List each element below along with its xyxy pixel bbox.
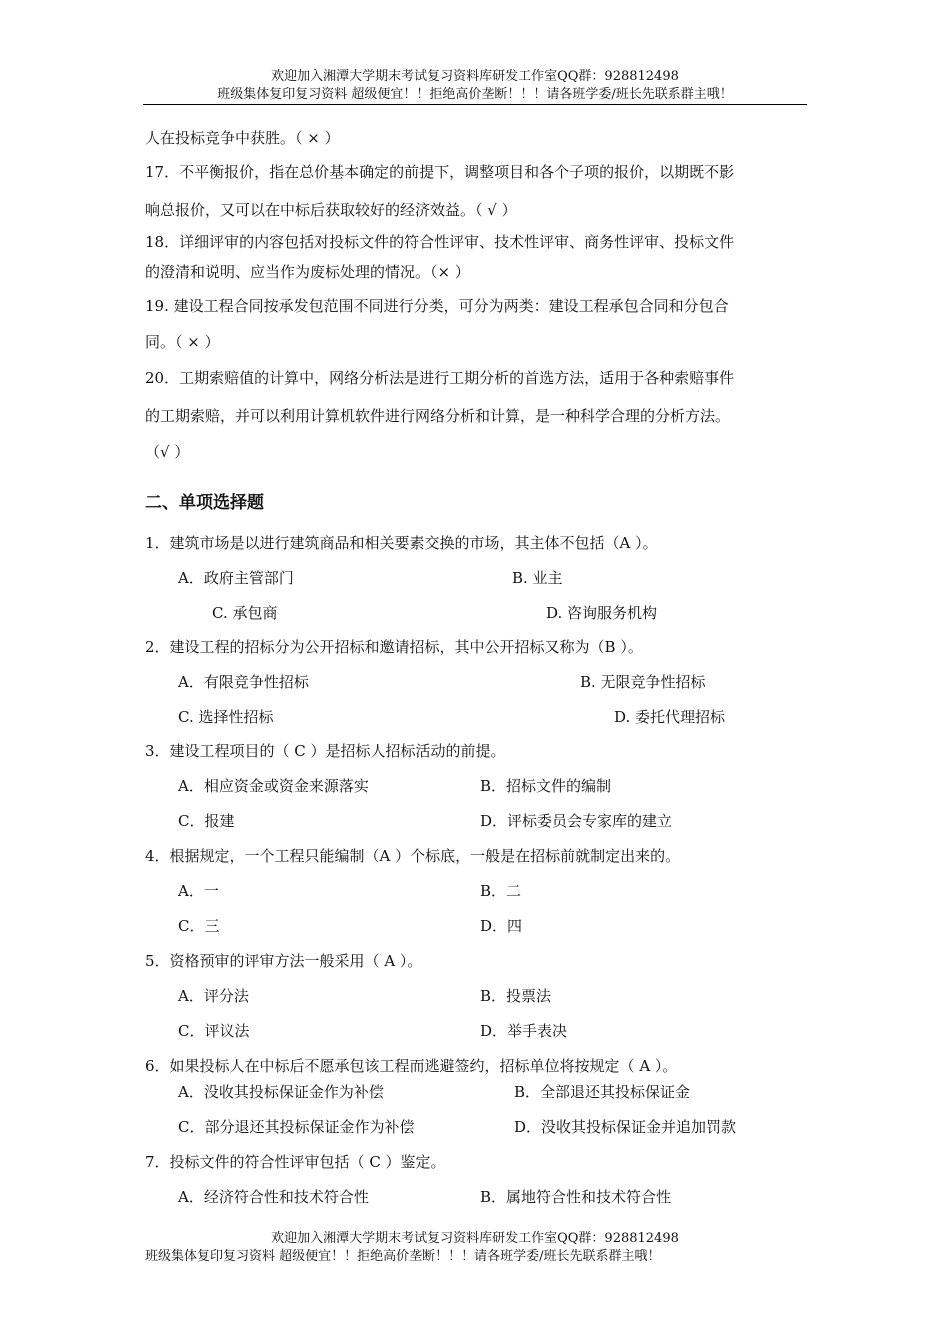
judgement-line: 人在投标竞争中获胜。（ × ） [145,129,340,147]
judgement-17-line-2: 响总报价，又可以在中标后获取较好的经济效益。（ √ ） [145,201,517,219]
question-2-option-b: B. 无限竞争性招标 [580,673,706,691]
judgement-20-line-1: 20．工期索赔值的计算中，网络分析法是进行工期分析的首选方法，适用于各种索赔事件 [145,369,735,387]
question-7-stem: 7．投标文件的符合性评审包括（ C ）鉴定。 [145,1153,446,1171]
judgement-17-line-1: 17．不平衡报价，指在总价基本确定的前提下，调整项目和各个子项的报价，以期既不影 [145,163,735,181]
question-6-option-c: C．部分退还其投标保证金作为补偿 [178,1118,415,1136]
question-2-option-a: A．有限竞争性招标 [178,673,309,691]
judgement-19-line-1: 19. 建设工程合同按承发包范围不同进行分类，可分为两类：建设工程承包合同和分包合 [145,297,729,315]
question-4-stem: 4．根据规定，一个工程只能编制（A ）个标底，一般是在招标前就制定出来的。 [145,847,681,865]
question-6-option-d: D．没收其投标保证金并追加罚款 [514,1118,737,1136]
question-5-option-a: A．评分法 [178,987,249,1005]
question-3-option-b: B．招标文件的编制 [480,777,612,795]
header-rule [143,104,807,105]
question-2-option-d: D. 委托代理招标 [614,708,726,726]
question-3-option-c: C．报建 [178,812,235,830]
question-3-option-a: A．相应资金或资金来源落实 [178,777,369,795]
header-line-1: 欢迎加入湘潭大学期末考试复习资料库研发工作室QQ群：928812498 [271,69,679,84]
question-4-option-a: A．一 [178,882,219,900]
footer-line-1: 欢迎加入湘潭大学期末考试复习资料库研发工作室QQ群：928812498 [271,1231,679,1246]
question-2-option-c: C. 选择性招标 [178,708,274,726]
question-6-option-a: A．没收其投标保证金作为补偿 [178,1083,384,1101]
question-7-option-a: A．经济符合性和技术符合性 [178,1188,369,1206]
question-6-option-b: B．全部退还其投标保证金 [514,1083,691,1101]
question-1-option-d: D. 咨询服务机构 [546,604,658,622]
question-4-option-b: B．二 [480,882,522,900]
question-4-option-c: C．三 [178,917,220,935]
question-5-stem: 5．资格预审的评审方法一般采用（ A ）。 [145,952,423,970]
question-1-option-c: C. 承包商 [212,604,278,622]
question-4-option-d: D．四 [480,917,523,935]
question-5-option-b: B．投票法 [480,987,552,1005]
question-3-option-d: D．评标委员会专家库的建立 [480,812,673,830]
question-1-stem: 1．建筑市场是以进行建筑商品和相关要素交换的市场，其主体不包括（A ）。 [145,534,658,552]
question-3-stem: 3．建设工程项目的（ C ）是招标人招标活动的前提。 [145,742,506,760]
question-6-stem: 6．如果投标人在中标后不愿承包该工程而逃避签约，招标单位将按规定（ A ）。 [145,1057,678,1075]
section-title: 二、单项选择题 [145,493,264,513]
question-7-option-b: B．属地符合性和技术符合性 [480,1188,672,1206]
judgement-18-line-2: 的澄清和说明、应当作为废标处理的情况。（× ） [145,263,470,281]
judgement-20-line-2: 的工期索赔，并可以利用计算机软件进行网络分析和计算，是一种科学合理的分析方法。 [145,407,731,425]
question-5-option-c: C．评议法 [178,1022,250,1040]
question-1-option-b: B. 业主 [512,569,563,587]
question-1-option-a: A．政府主管部门 [178,569,294,587]
header-line-2: 班级集体复印复习资料 超级便宜！！拒绝高价垄断！！！请各班学委/班长先联系群主哦！ [217,87,733,102]
judgement-19-line-2: 同。（ × ） [145,333,220,351]
judgement-20-line-3: （√ ） [145,443,190,461]
question-2-stem: 2．建设工程的招标分为公开招标和邀请招标，其中公开招标又称为（B ）。 [145,638,643,656]
judgement-18-line-1: 18．详细评审的内容包括对投标文件的符合性评审、技术性评审、商务性评审、投标文件 [145,233,735,251]
question-5-option-d: D．举手表决 [480,1022,568,1040]
footer-line-2: 班级集体复印复习资料 超级便宜！！拒绝高价垄断！！！请各班学委/班长先联系群主哦！ [145,1249,661,1264]
